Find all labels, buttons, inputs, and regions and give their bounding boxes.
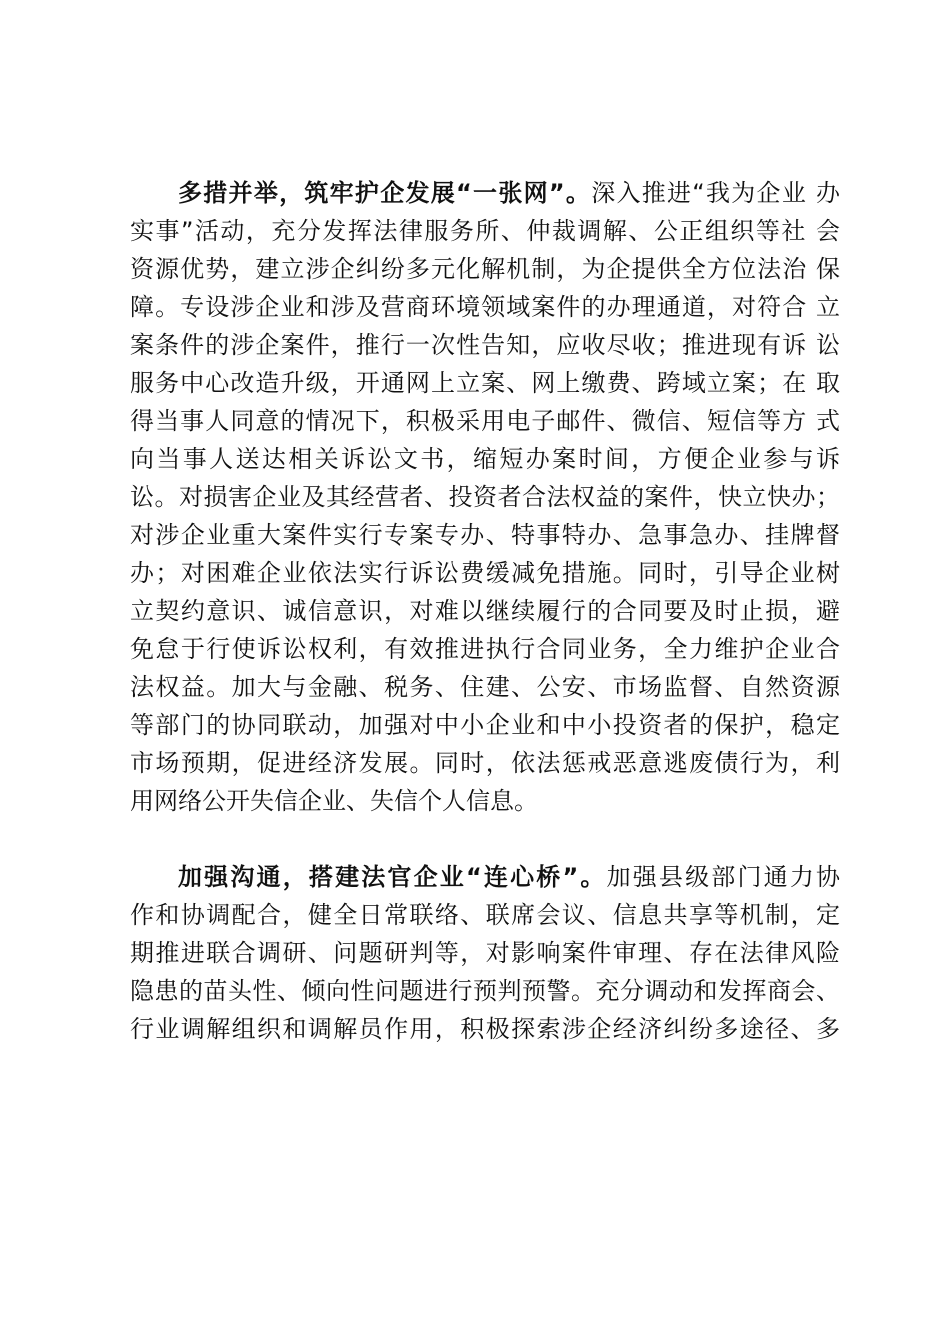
paragraph-1-line: 办；对困难企业依法实行诉讼费缓减免措施。同时，引导企业树: [130, 559, 840, 587]
paragraph-1-line: 法权益。加大与金融、税务、住建、公安、市场监督、自然资源: [130, 673, 840, 701]
paragraph-1-line: 实事”活动，充分发挥法律服务所、仲裁调解、公正组织等社 会: [130, 217, 840, 245]
paragraph-2: [130, 858, 840, 1048]
paragraph-2-line-1-text: 加强县级部门通力协: [606, 863, 841, 891]
paragraph-2-line: 隐患的苗头性、倾向性问题进行预判预警。充分调动和发挥商会、: [130, 977, 840, 1005]
paragraph-2-line: 行业调解组织和调解员作用，积极探索涉企经济纠纷多途径、多: [130, 1015, 840, 1043]
paragraph-1-line-1: [130, 174, 840, 212]
paragraph-1-line: 对涉企业重大案件实行专案专办、特事特办、急事急办、挂牌督: [130, 521, 840, 549]
paragraph-1-line: 免怠于行使诉讼权利，有效推进执行合同业务，全力维护企业合: [130, 635, 840, 663]
paragraph-2-line: 作和协调配合，健全日常联络、联席会议、信息共享等机制，定: [130, 901, 840, 929]
paragraph-2-heading: 加强沟通，搭建法官企业“连心桥”。: [178, 863, 607, 891]
paragraph-1-line: 等部门的协同联动，加强对中小企业和中小投资者的保护，稳定: [130, 711, 840, 739]
paragraph-1-line: 得当事人同意的情况下，积极采用电子邮件、微信、短信等方 式: [130, 407, 840, 435]
paragraph-1: [130, 174, 840, 820]
paragraph-1-line: 讼。对损害企业及其经营者、投资者合法权益的案件，快立快办；: [130, 483, 840, 511]
paragraph-1-line-1-text: 深入推进“我为企业 办: [591, 179, 841, 207]
paragraph-1-line: 用网络公开失信企业、失信个人信息。: [130, 787, 538, 815]
paragraph-1-line: 市场预期，促进经济发展。同时，依法惩戒恶意逃废债行为，利: [130, 749, 840, 777]
paragraph-2-line: 期推进联合调研、问题研判等，对影响案件审理、存在法律风险: [130, 939, 840, 967]
paragraph-1-line: 立契约意识、诚信意识，对难以继续履行的合同要及时止损，避: [130, 597, 840, 625]
paragraph-1-line: 案条件的涉企案件，推行一次性告知，应收尽收；推进现有诉 讼: [130, 331, 840, 359]
paragraph-1-line: 向当事人送达相关诉讼文书，缩短办案时间，方便企业参与诉: [130, 445, 840, 473]
paragraph-1-heading: 多措并举，筑牢护企发展“一张网”。: [178, 179, 592, 207]
paragraph-2-line-1: [130, 858, 840, 896]
paragraph-1-line: 障。专设涉企业和涉及营商环境领域案件的办理通道，对符合 立: [130, 293, 840, 321]
paragraph-1-line: 资源优势，建立涉企纠纷多元化解机制，为企提供全方位法治 保: [130, 255, 840, 283]
paragraph-1-line: 服务中心改造升级，开通网上立案、网上缴费、跨域立案；在 取: [130, 369, 840, 397]
